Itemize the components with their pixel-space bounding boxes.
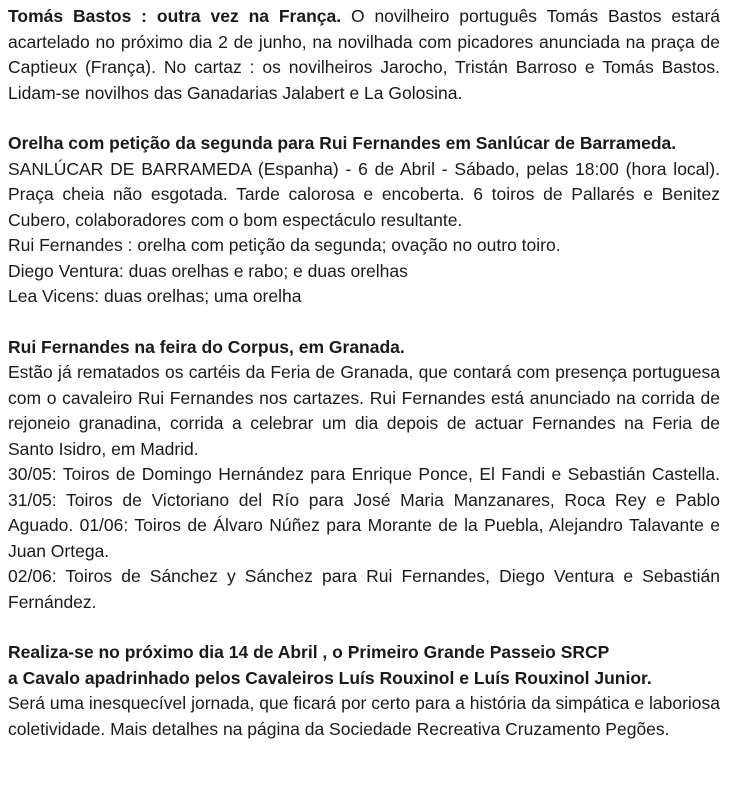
article-granada-headline: Rui Fernandes na feira do Corpus, em Granada. [8, 336, 405, 357]
article-sanlucar-intro: SANLÚCAR DE BARRAMEDA (Espanha) - 6 de Abril - Sábado, pelas 18:00 (hora local). Praça cheia não esgotada. Tarde calorosa e encoberta. 6 toiros de Pallarés e Benitez Cubero, colaboradores com o bom espectáculo resultante. [8, 158, 720, 230]
article-passeio [8, 640, 720, 742]
article-passeio-headline-line1: Realiza-se no próximo dia 14 de Abril , o Primeiro Grande Passeio SRCP [8, 642, 610, 662]
result-line: Rui Fernandes : orelha com petição da segunda; ovação no outro toiro. [8, 235, 561, 255]
article-granada [8, 335, 720, 616]
news-column [8, 4, 720, 742]
result-line: Lea Vicens: duas orelhas; uma orelha [8, 286, 302, 306]
article-granada-schedule: 30/05: Toiros de Domingo Hernández para Enrique Ponce, El Fandi e Sebastián Castella. 31/05: Toiros de Victoriano del Río para José Maria Manzanares, Roca Rey e Pablo Aguado. 01/06: Toiros de Álvaro Núñez para Morante de la Puebla, Alejandro Talavante e Juan Ortega. [8, 464, 720, 561]
article-granada-schedule-last: 02/06: Toiros de Sánchez y Sánchez para Rui Fernandes, Diego Ventura e Sebastián Fernández. [8, 566, 720, 612]
article-bastos-body: O novilheiro português Tomás Bastos estará acartelado no próximo dia 2 de junho, na novilhada com picadores anunciada na praça de Captieux (França). No cartaz : os novilheiros Jarocho, Tristán Barroso e Tomás Bastos. Lidam-se novilhos das Ganadarias Jalabert e La Golosina. [8, 6, 720, 103]
article-granada-intro: Estão já rematados os cartéis da Feria de Granada, que contará com presença portuguesa com o cavaleiro Rui Fernandes nos cartazes. Rui Fernandes está anunciado na corrida de rejoneio granadina, corrida a celebrar um dia depois de actuar Fernandes na Feria de Santo Isidro, em Madrid. [8, 362, 720, 459]
article-bastos-headline: Tomás Bastos : outra vez na França. [8, 6, 342, 26]
article-passeio-headline-line2: a Cavalo apadrinhado pelos Cavaleiros Luís Rouxinol e Luís Rouxinol Junior. [8, 667, 652, 688]
article-sanlucar-headline: Orelha com petição da segunda para Rui Fernandes em Sanlúcar de Barrameda. [8, 133, 677, 153]
article-bastos [8, 4, 720, 106]
article-bastos-paragraph [8, 4, 720, 106]
article-sanlucar [8, 131, 720, 310]
article-passeio-body: Será uma inesquecível jornada, que ficará por certo para a história da simpática e laboriosa coletividade. Mais detalhes na página da Sociedade Recreativa Cruzamento Pegões. [8, 693, 720, 739]
result-line: Diego Ventura: duas orelhas e rabo; e duas orelhas [8, 260, 408, 281]
